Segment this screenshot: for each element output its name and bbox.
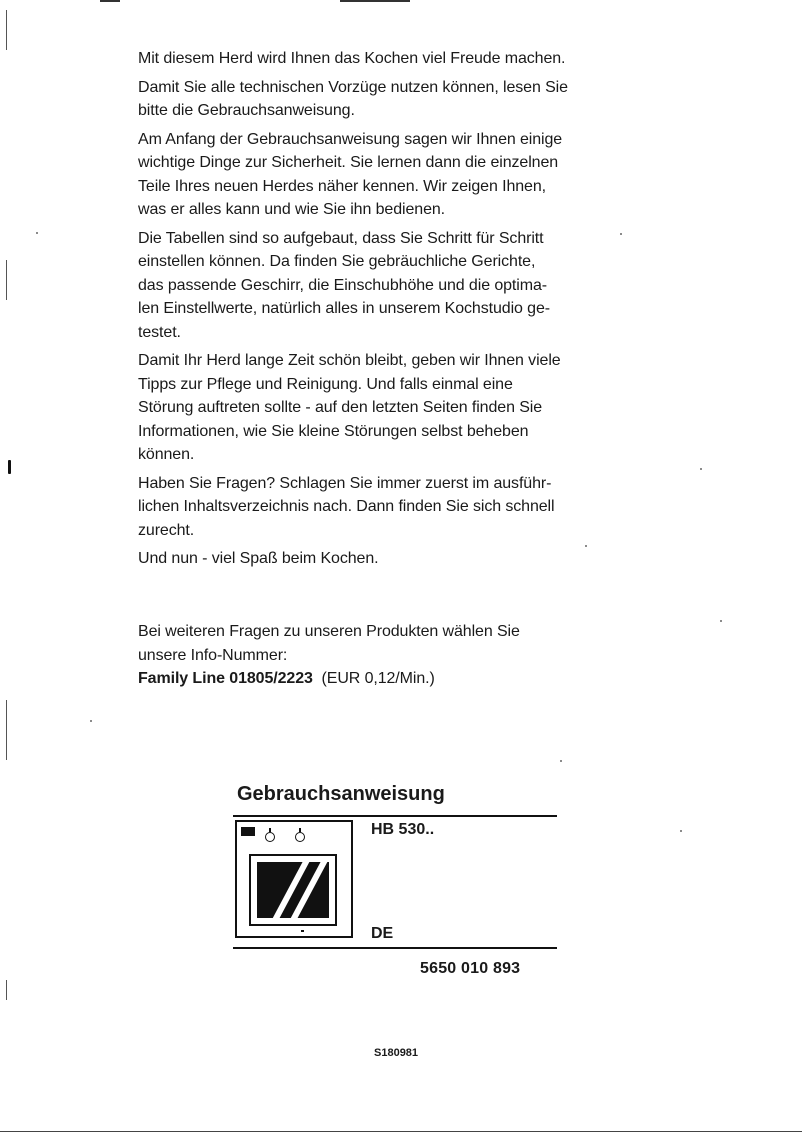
scan-left-edge <box>6 700 7 760</box>
text-line: testet. <box>138 323 181 341</box>
text-line: wichtige Dinge zur Sicherheit. Sie lernen dann die einzelnen <box>138 154 559 171</box>
scan-left-edge <box>6 260 7 300</box>
text-line: Damit Sie alle technischen Vorzüge nutzen können, lesen Sie <box>138 78 568 96</box>
knob-icon <box>265 832 275 842</box>
text-line: Störung auftreten sollte - auf den letzten Seiten finden Sie <box>138 399 543 416</box>
scan-speck <box>680 830 682 832</box>
text-line: was er alles kann und wie Sie ihn bedienen. <box>138 201 446 218</box>
intro-text <box>138 47 658 576</box>
oven-window-icon <box>257 862 329 918</box>
intro-paragraph <box>138 349 658 467</box>
contact-block <box>138 620 658 691</box>
scan-top-edge <box>340 0 410 2</box>
intro-paragraph <box>138 472 658 543</box>
text-line: das passende Geschirr, die Einschubhöhe und die optima- <box>138 276 547 294</box>
scan-speck <box>36 232 38 234</box>
text-line: Teile Ihres neuen Herdes näher kennen. Wir zeigen Ihnen, <box>138 177 546 195</box>
scan-speck <box>720 620 722 622</box>
intro-paragraph <box>138 227 658 345</box>
knob-icon <box>295 832 305 842</box>
contact-line: Bei weiteren Fragen zu unseren Produkten wählen Sie <box>138 623 520 640</box>
contact-line: unsere Info-Nummer: <box>138 646 288 664</box>
hotline-label: Family Line 01805/2223 <box>138 670 313 687</box>
text-line: einstellen können. Da finden Sie gebräuchliche Gerichte, <box>138 253 536 270</box>
text-line: lichen Inhaltsverzeichnis nach. Dann finden Sie sich schnell <box>138 498 555 515</box>
text-line: Die Tabellen sind so aufgebaut, dass Sie Schritt für Schritt <box>138 229 544 247</box>
scan-left-edge <box>6 10 7 50</box>
scan-left-edge <box>6 980 7 1000</box>
control-panel-icon <box>241 827 255 836</box>
document-number: 5650 010 893 <box>420 960 521 977</box>
cover-title: Gebrauchsanweisung <box>237 783 445 805</box>
oven-handle-icon <box>301 930 304 932</box>
cover-rule-bottom <box>233 947 557 949</box>
text-line: können. <box>138 446 195 463</box>
scan-speck <box>700 468 702 470</box>
hotline-line <box>138 667 658 691</box>
model-number: HB 530.. <box>371 821 435 838</box>
cover-rule-top <box>233 815 557 817</box>
intro-paragraph <box>138 128 658 222</box>
text-line: zurecht. <box>138 521 195 539</box>
scan-bottom-edge <box>0 1131 802 1132</box>
scan-top-edge <box>100 0 120 2</box>
language-code: DE <box>371 925 394 942</box>
text-line: Informationen, wie Sie kleine Störungen selbst beheben <box>138 422 529 440</box>
intro-paragraph <box>138 547 658 571</box>
text-line: bitte die Gebrauchsanweisung. <box>138 102 355 119</box>
oven-icon <box>235 820 353 938</box>
text-line: Am Anfang der Gebrauchsanweisung sagen wir Ihnen einige <box>138 130 563 148</box>
scan-speck <box>8 460 11 474</box>
scan-speck <box>560 760 562 762</box>
print-code: S180981 <box>374 1047 419 1059</box>
oven-door-icon <box>249 854 337 926</box>
text-line: len Einstellwerte, natürlich alles in unserem Kochstudio ge- <box>138 300 550 317</box>
text-line: Mit diesem Herd wird Ihnen das Kochen viel Freude machen. <box>138 50 566 67</box>
hotline-price: (EUR 0,12/Min.) <box>321 670 435 687</box>
text-line: Haben Sie Fragen? Schlagen Sie immer zuerst im ausführ- <box>138 474 552 492</box>
intro-paragraph <box>138 76 658 123</box>
text-line: Damit Ihr Herd lange Zeit schön bleibt, geben wir Ihnen viele <box>138 352 561 369</box>
text-line: Tipps zur Pflege und Reinigung. Und falls einmal eine <box>138 375 513 393</box>
text-line: Und nun - viel Spaß beim Kochen. <box>138 550 379 567</box>
intro-paragraph <box>138 47 658 71</box>
scan-speck <box>90 720 92 722</box>
